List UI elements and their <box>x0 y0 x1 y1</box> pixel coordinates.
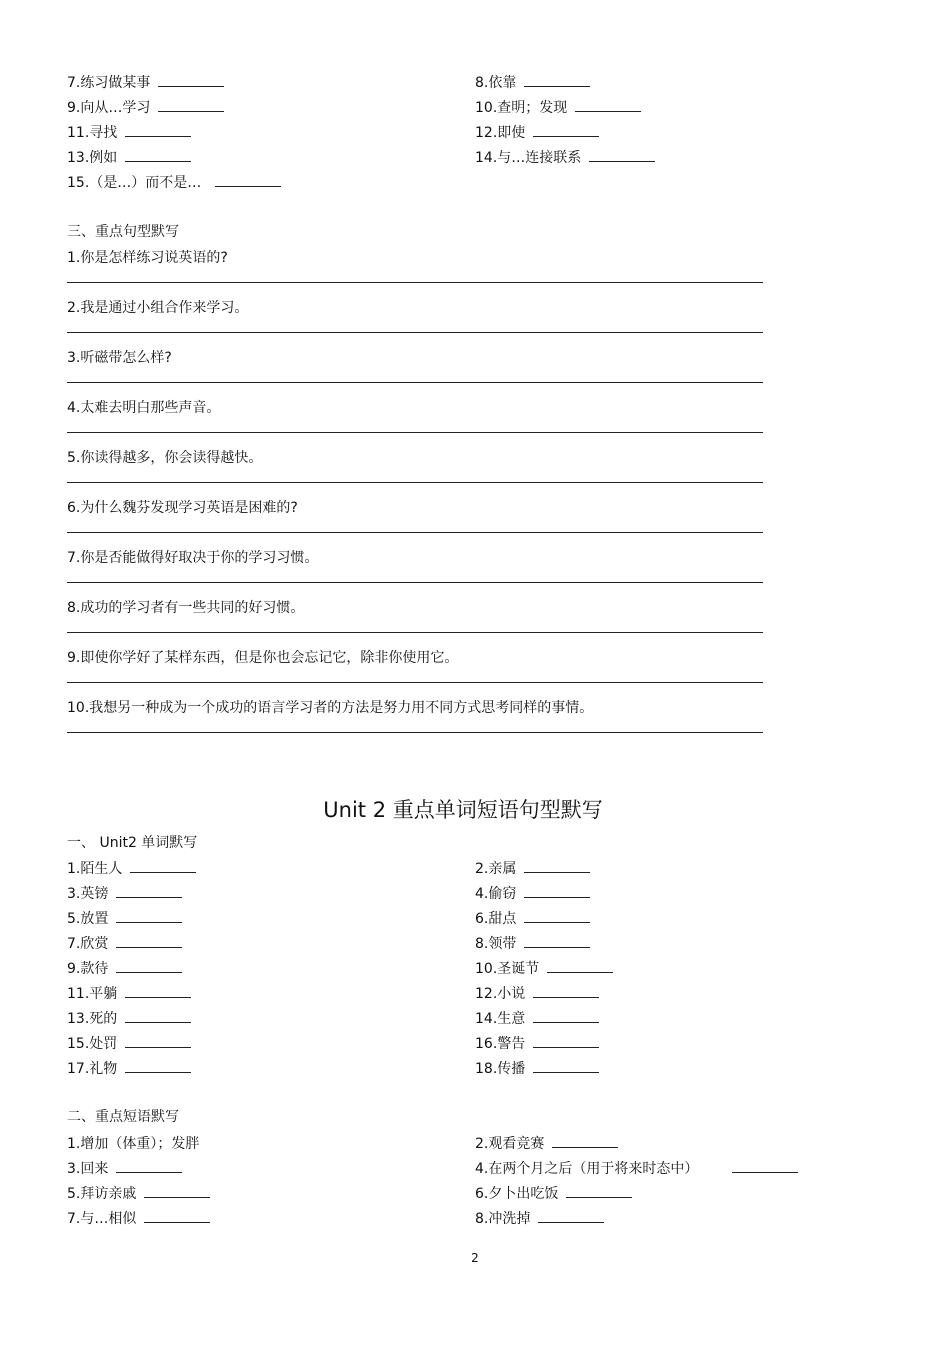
answer-blank[interactable] <box>116 957 182 973</box>
answer-blank[interactable] <box>589 146 655 162</box>
grid-row <box>67 1207 827 1232</box>
answer-blank[interactable] <box>144 1207 210 1223</box>
grid-item: 15.处罚 <box>67 1032 191 1057</box>
grid-row <box>67 1157 827 1182</box>
answer-blank[interactable] <box>215 171 281 187</box>
grid-item: 3.回来 <box>67 1157 182 1182</box>
sentence-prompt: 3.听磁带怎么样? <box>67 350 172 366</box>
grid-row <box>67 957 827 982</box>
answer-blank[interactable] <box>575 96 641 112</box>
answer-blank[interactable] <box>732 1157 798 1173</box>
sentence-prompt: 2.我是通过小组合作来学习。 <box>67 300 249 316</box>
answer-line[interactable] <box>67 682 763 683</box>
sentence-prompt: 10.我想另一种成为一个成功的语言学习者的方法是努力用不同方式思考同样的事情。 <box>67 700 594 716</box>
answer-blank[interactable] <box>125 1032 191 1048</box>
answer-line[interactable] <box>67 282 763 283</box>
sentence-item <box>67 648 763 698</box>
answer-blank[interactable] <box>116 1157 182 1173</box>
unit-title: Unit 2 重点单词短语句型默写 <box>323 798 603 822</box>
answer-blank[interactable] <box>116 882 182 898</box>
grid-row <box>67 1032 827 1057</box>
answer-blank[interactable] <box>125 1007 191 1023</box>
grid-row <box>67 146 827 171</box>
answer-line[interactable] <box>67 382 763 383</box>
answer-line[interactable] <box>67 732 763 733</box>
answer-blank[interactable] <box>144 1182 210 1198</box>
grid-item: 13.例如 <box>67 146 191 171</box>
sentence-item <box>67 398 763 448</box>
answer-blank[interactable] <box>538 1207 604 1223</box>
sentence-item <box>67 498 763 548</box>
grid-item: 4.偷窃 <box>475 882 590 907</box>
sentence-item <box>67 698 763 748</box>
answer-line[interactable] <box>67 632 763 633</box>
grid-item: 10.查明；发现 <box>475 96 641 121</box>
answer-blank[interactable] <box>524 857 590 873</box>
grid-item: 17.礼物 <box>67 1057 191 1082</box>
answer-line[interactable] <box>67 432 763 433</box>
grid-item: 8.冲洗掉 <box>475 1207 604 1232</box>
answer-blank[interactable] <box>533 1032 599 1048</box>
answer-blank[interactable] <box>533 121 599 137</box>
answer-blank[interactable] <box>524 882 590 898</box>
grid-row <box>67 857 827 882</box>
section-heading-sentences: 三、重点句型默写 <box>67 224 179 240</box>
grid-item: 14.与…连接联系 <box>475 146 655 171</box>
grid-item: 7.练习做某事 <box>67 71 224 96</box>
grid-row <box>67 1132 827 1157</box>
answer-line[interactable] <box>67 582 763 583</box>
grid-item: 4.在两个月之后（用于将来时态中） <box>475 1157 798 1182</box>
sentence-prompt: 6.为什么魏芬发现学习英语是困难的? <box>67 500 298 516</box>
answer-blank[interactable] <box>130 857 196 873</box>
grid-item: 18.传播 <box>475 1057 599 1082</box>
grid-item: 1.陌生人 <box>67 857 196 882</box>
grid-row <box>67 1007 827 1032</box>
grid-item: 2.观看竞赛 <box>475 1132 618 1157</box>
grid-item: 12.即使 <box>475 121 599 146</box>
grid-item: 11.寻找 <box>67 121 191 146</box>
sentence-prompt: 9.即使你学好了某样东西，但是你也会忘记它，除非你使用它。 <box>67 650 459 666</box>
answer-blank[interactable] <box>547 957 613 973</box>
answer-blank[interactable] <box>533 1057 599 1073</box>
grid-item: 8.依靠 <box>475 71 590 96</box>
grid-item: 7.欣赏 <box>67 932 182 957</box>
sentence-item <box>67 548 763 598</box>
answer-blank[interactable] <box>533 1007 599 1023</box>
grid-item: 15.（是…）而不是… <box>67 171 281 196</box>
answer-blank[interactable] <box>116 907 182 923</box>
answer-blank[interactable] <box>524 71 590 87</box>
grid-row <box>67 982 827 1007</box>
section-heading-phrases: 二、重点短语默写 <box>67 1109 179 1125</box>
grid-item: 12.小说 <box>475 982 599 1007</box>
answer-blank[interactable] <box>158 71 224 87</box>
answer-line[interactable] <box>67 332 763 333</box>
sentence-prompt: 8.成功的学习者有一些共同的好习惯。 <box>67 600 305 616</box>
grid-item: 5.拜访亲戚 <box>67 1182 210 1207</box>
grid-item: 6.甜点 <box>475 907 590 932</box>
sentence-item <box>67 298 763 348</box>
answer-blank[interactable] <box>524 932 590 948</box>
sentence-prompt: 4.太难去明白那些声音。 <box>67 400 221 416</box>
grid-row <box>67 1182 827 1207</box>
grid-row <box>67 121 827 146</box>
sentence-item <box>67 598 763 648</box>
grid-item: 9.向从…学习 <box>67 96 224 121</box>
phrase-grid-continued <box>67 71 827 196</box>
grid-item: 1.增加（体重）；发胖 <box>67 1136 200 1152</box>
grid-item: 11.平躺 <box>67 982 191 1007</box>
word-grid <box>67 857 827 1082</box>
sentence-item <box>67 348 763 398</box>
grid-row <box>67 171 827 196</box>
phrase-grid <box>67 1132 827 1232</box>
sentence-prompt: 7.你是否能做得好取决于你的学习习惯。 <box>67 550 319 566</box>
answer-blank[interactable] <box>125 1057 191 1073</box>
grid-row <box>67 932 827 957</box>
answer-blank[interactable] <box>125 121 191 137</box>
grid-item: 16.警告 <box>475 1032 599 1057</box>
answer-blank[interactable] <box>116 932 182 948</box>
answer-blank[interactable] <box>125 146 191 162</box>
section-heading-words: 一、 Unit2 单词默写 <box>67 835 198 851</box>
grid-row <box>67 1057 827 1082</box>
grid-row <box>67 96 827 121</box>
sentence-item <box>67 248 763 298</box>
answer-line[interactable] <box>67 532 763 533</box>
answer-blank[interactable] <box>158 96 224 112</box>
answer-blank[interactable] <box>552 1132 618 1148</box>
sentence-prompt: 1.你是怎样练习说英语的? <box>67 250 228 266</box>
grid-row <box>67 882 827 907</box>
answer-blank[interactable] <box>566 1182 632 1198</box>
answer-blank[interactable] <box>533 982 599 998</box>
grid-item: 6.夕卜出吃饭 <box>475 1182 632 1207</box>
grid-item: 5.放置 <box>67 907 182 932</box>
answer-blank[interactable] <box>125 982 191 998</box>
grid-item: 2.亲属 <box>475 857 590 882</box>
answer-blank[interactable] <box>524 907 590 923</box>
grid-item: 14.生意 <box>475 1007 599 1032</box>
grid-item: 8.领带 <box>475 932 590 957</box>
grid-item: 7.与…相似 <box>67 1207 210 1232</box>
sentence-prompt: 5.你读得越多，你会读得越快。 <box>67 450 263 466</box>
grid-row <box>67 907 827 932</box>
grid-item: 3.英镑 <box>67 882 182 907</box>
grid-item: 10.圣诞节 <box>475 957 613 982</box>
grid-item: 9.款待 <box>67 957 182 982</box>
page-number: 2 <box>471 1251 479 1265</box>
sentence-item <box>67 448 763 498</box>
grid-row <box>67 71 827 96</box>
answer-line[interactable] <box>67 482 763 483</box>
grid-item: 13.死的 <box>67 1007 191 1032</box>
